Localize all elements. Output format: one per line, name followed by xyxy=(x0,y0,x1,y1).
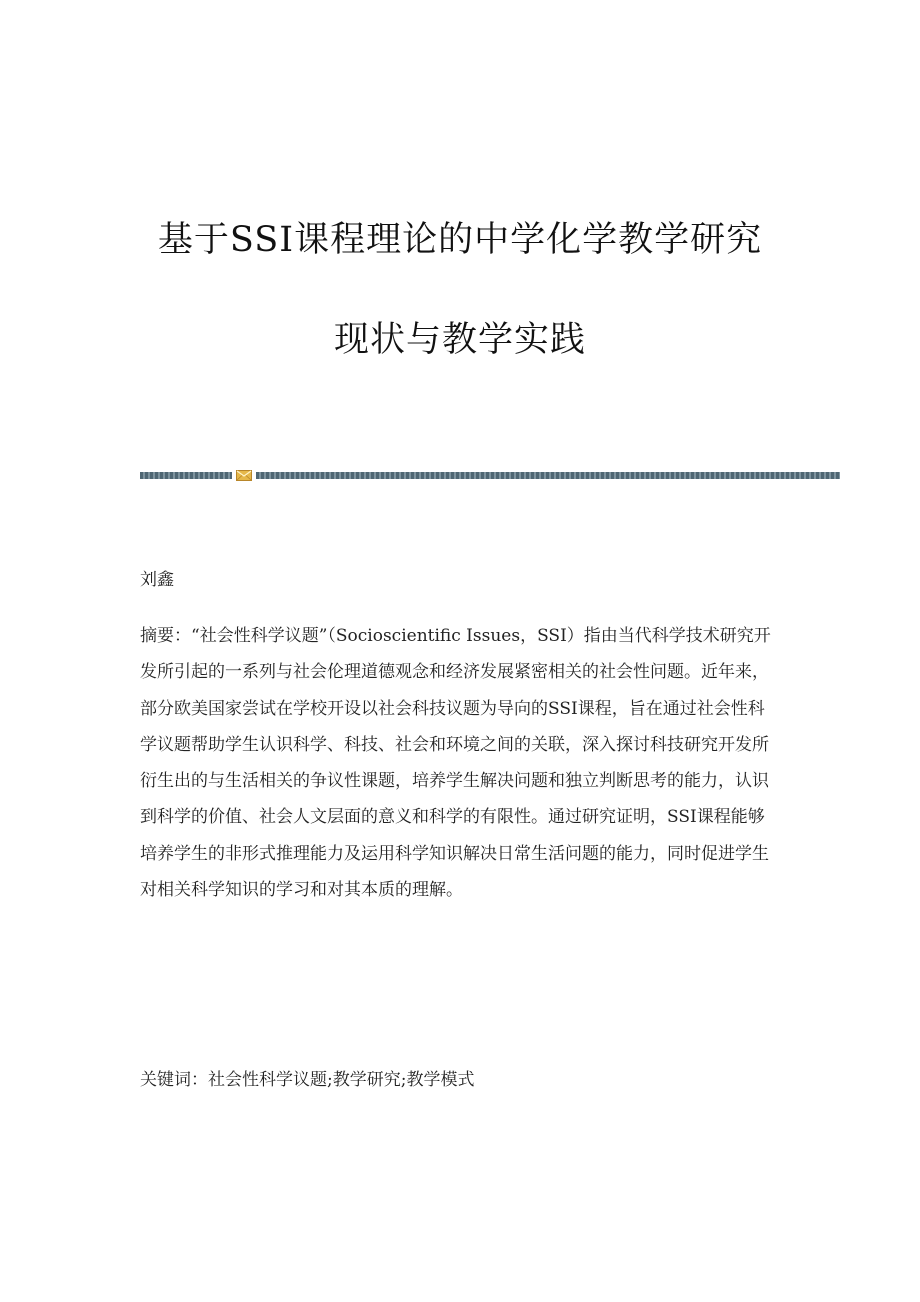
document-title-line-1: 基于SSI课程理论的中学化学教学研究 xyxy=(157,220,763,260)
abstract-label: 摘要： xyxy=(140,626,191,646)
keywords xyxy=(140,1062,780,1098)
divider-bar-left xyxy=(140,472,232,479)
abstract xyxy=(140,618,780,908)
keywords-text: 社会性科学议题;教学研究;教学模式 xyxy=(208,1070,475,1090)
envelope-ornament-icon xyxy=(236,470,252,481)
document-title-line-2: 现状与教学实践 xyxy=(333,320,586,360)
author-name: 刘鑫 xyxy=(140,570,174,590)
abstract-text: “社会性科学议题”（Socioscientific Issues，SSI）指由当代科学技术研究开发所引起的一系列与社会伦理道德观念和经济发展紧密相关的社会性问题。近年来，部分欧美国家尝试在学校开设以社会科技议题为导向的SSI课程，旨在通过社会性科学议题帮助学生认识科学、科技、社会和环境之间的关联，深入探讨科技研究开发所衍生出的与生活相关的争议性课题，培养学生解决问题和独立判断思考的能力，认识到科学的价值、社会人文层面的意义和科学的有限性。通过研究证明，SSI课程能够培养学生的非形式推理能力及运用科学知识解决日常生活问题的能力，同时促进学生对相关科学知识的学习和对其本质的理解。 xyxy=(140,626,771,901)
divider-bar-right xyxy=(256,472,840,479)
keywords-label: 关键词： xyxy=(140,1070,208,1090)
